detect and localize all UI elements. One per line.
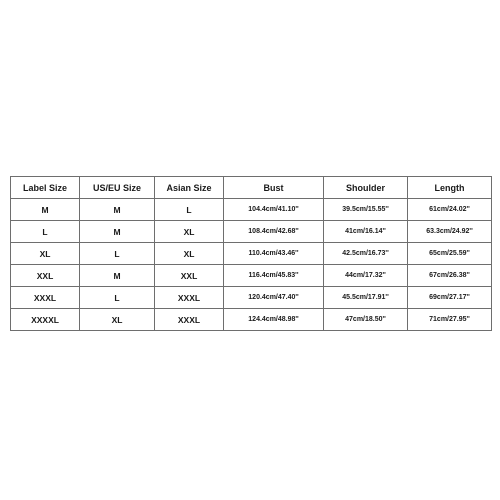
cell-bust: 120.4cm/47.40'' (224, 287, 324, 309)
cell-asian-size: XL (155, 221, 224, 243)
cell-us-eu-size: M (80, 265, 155, 287)
table-row (11, 287, 492, 309)
header-asian-size: Asian Size (155, 177, 224, 199)
cell-asian-size: XL (155, 243, 224, 265)
table-row (11, 221, 492, 243)
cell-us-eu-size: M (80, 221, 155, 243)
cell-shoulder: 47cm/18.50'' (324, 309, 408, 331)
cell-label-size: XL (11, 243, 80, 265)
cell-length: 63.3cm/24.92'' (408, 221, 492, 243)
cell-asian-size: XXL (155, 265, 224, 287)
cell-length: 61cm/24.02'' (408, 199, 492, 221)
cell-label-size: XXXXL (11, 309, 80, 331)
header-us-eu-size: US/EU Size (80, 177, 155, 199)
header-shoulder: Shoulder (324, 177, 408, 199)
cell-us-eu-size: L (80, 243, 155, 265)
cell-bust: 110.4cm/43.46'' (224, 243, 324, 265)
cell-asian-size: XXXL (155, 287, 224, 309)
cell-asian-size: XXXL (155, 309, 224, 331)
cell-bust: 108.4cm/42.68'' (224, 221, 324, 243)
cell-length: 71cm/27.95'' (408, 309, 492, 331)
cell-length: 67cm/26.38'' (408, 265, 492, 287)
header-bust: Bust (224, 177, 324, 199)
cell-label-size: XXXL (11, 287, 80, 309)
cell-length: 65cm/25.59'' (408, 243, 492, 265)
table-row (11, 243, 492, 265)
cell-asian-size: L (155, 199, 224, 221)
table-row (11, 309, 492, 331)
header-label-size: Label Size (11, 177, 80, 199)
cell-label-size: L (11, 221, 80, 243)
cell-bust: 104.4cm/41.10'' (224, 199, 324, 221)
cell-us-eu-size: L (80, 287, 155, 309)
cell-length: 69cm/27.17'' (408, 287, 492, 309)
size-chart-header-row (11, 177, 492, 199)
cell-bust: 124.4cm/48.98'' (224, 309, 324, 331)
cell-shoulder: 42.5cm/16.73'' (324, 243, 408, 265)
cell-shoulder: 45.5cm/17.91'' (324, 287, 408, 309)
size-chart-table (10, 176, 492, 331)
cell-label-size: M (11, 199, 80, 221)
header-length: Length (408, 177, 492, 199)
cell-bust: 116.4cm/45.83'' (224, 265, 324, 287)
cell-shoulder: 41cm/16.14'' (324, 221, 408, 243)
table-row (11, 199, 492, 221)
table-row (11, 265, 492, 287)
cell-shoulder: 44cm/17.32'' (324, 265, 408, 287)
cell-us-eu-size: XL (80, 309, 155, 331)
cell-us-eu-size: M (80, 199, 155, 221)
cell-label-size: XXL (11, 265, 80, 287)
cell-shoulder: 39.5cm/15.55'' (324, 199, 408, 221)
